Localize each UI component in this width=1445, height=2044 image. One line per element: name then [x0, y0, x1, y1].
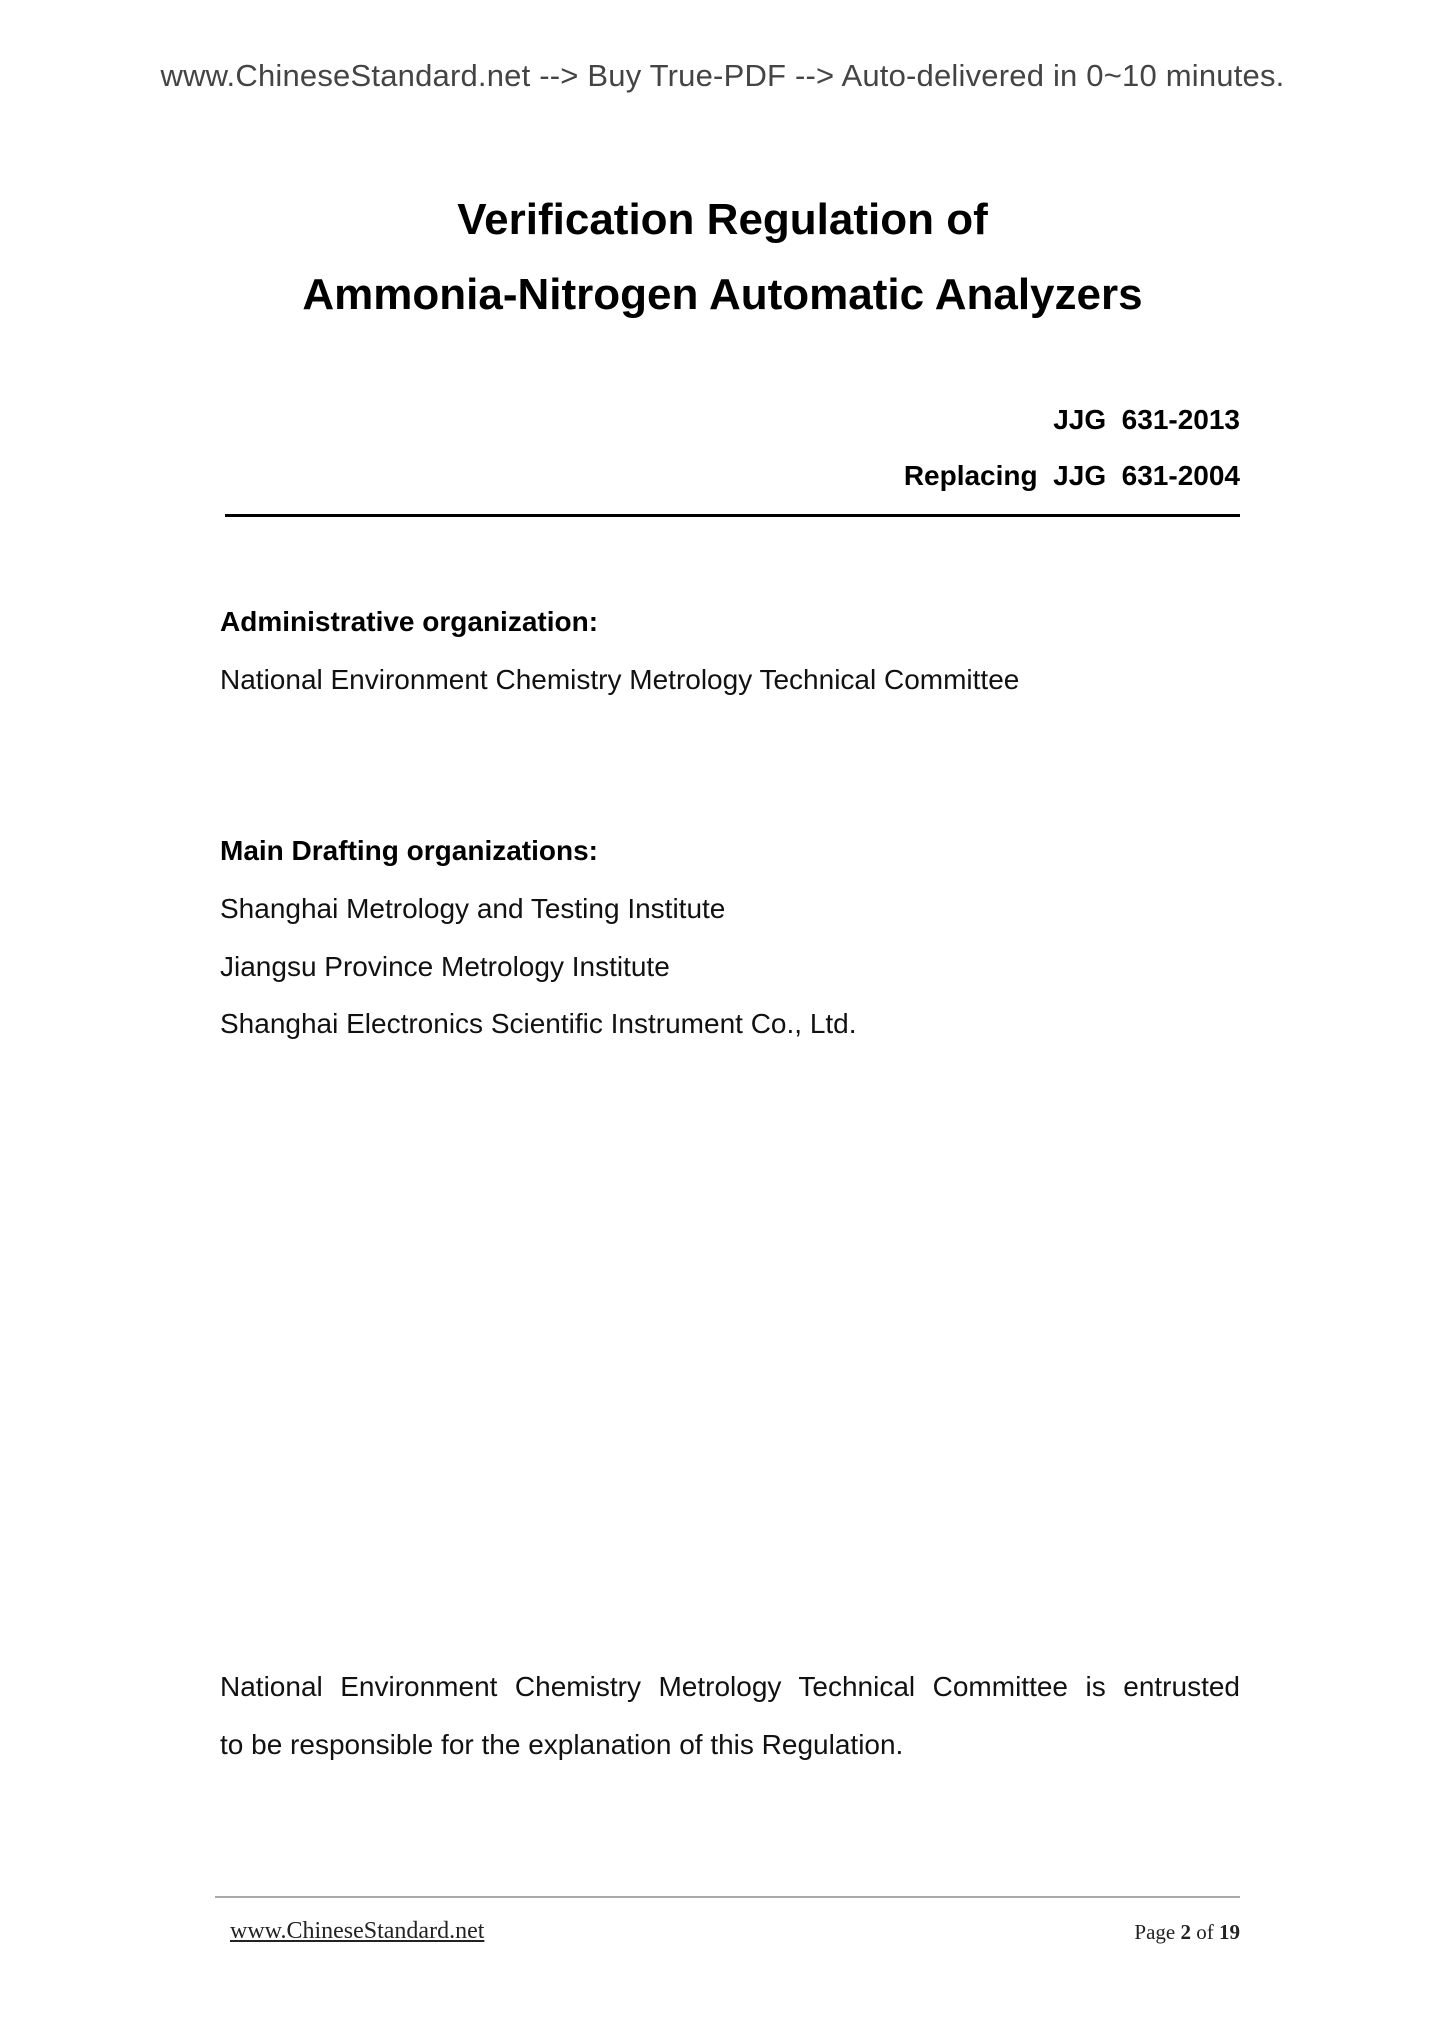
- footer-divider: [215, 1896, 1240, 1898]
- title-divider: [225, 514, 1240, 517]
- header-banner[interactable]: www.ChineseStandard.net --> Buy True-PDF --> Auto-delivered in 0~10 minutes.: [160, 58, 1285, 93]
- document-title-line-2: Ammonia-Nitrogen Automatic Analyzers: [302, 270, 1143, 319]
- replaced-standard-code: Replacing JJG 631-2004: [903, 460, 1240, 491]
- page-number: [1134, 1920, 1240, 1945]
- administrative-organization-label: Administrative organization:: [220, 606, 599, 637]
- document-title-line-1: Verification Regulation of: [457, 195, 988, 244]
- drafting-organizations-label: Main Drafting organizations:: [220, 835, 598, 866]
- drafting-organization-item: Shanghai Electronics Scientific Instrument Co., Ltd.: [220, 1008, 857, 1039]
- page-current: 2: [1180, 1920, 1191, 1944]
- drafting-organization-item: Jiangsu Province Metrology Institute: [220, 951, 670, 982]
- administrative-organization-value: National Environment Chemistry Metrology Technical Committee: [220, 664, 1020, 695]
- explanation-line-2: to be responsible for the explanation of this Regulation.: [220, 1729, 904, 1760]
- standard-code: JJG 631-2013: [1053, 404, 1240, 435]
- drafting-organization-item: Shanghai Metrology and Testing Institute: [220, 893, 726, 924]
- explanation-line-1: National Environment Chemistry Metrology Technical Committee is entrusted: [220, 1671, 1240, 1702]
- page-word: Page: [1134, 1920, 1176, 1944]
- page-of: of: [1196, 1920, 1214, 1944]
- page-total: 19: [1219, 1920, 1240, 1944]
- footer-website-link[interactable]: www.ChineseStandard.net: [230, 1918, 485, 1944]
